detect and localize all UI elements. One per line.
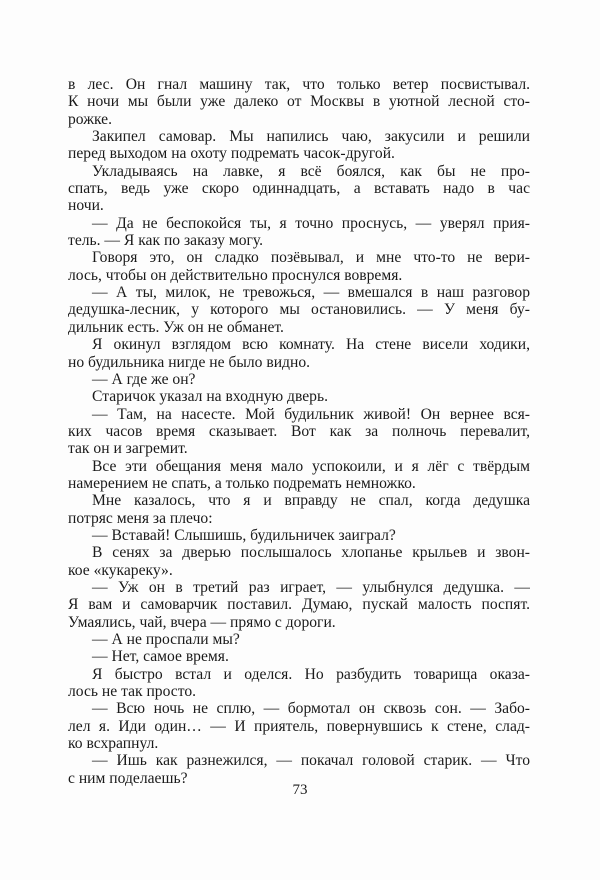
text-line: с ним поделаешь?	[68, 769, 188, 787]
text-line: рожке.	[68, 110, 112, 128]
text-line: ко всхрапнул.	[68, 735, 159, 753]
text-line: дедушка-лесник, у которого мы остановились. — У меня бу-	[68, 301, 530, 319]
text-line: — Нет, самое время.	[92, 648, 229, 666]
text-line: тель. — Я как по заказу могу.	[68, 232, 264, 250]
text-line: Говоря это, он сладко позёвывал, и мне что-то не вери-	[92, 249, 530, 267]
text-line: — Всю ночь не сплю, — бормотал он сквозь сон. — Забо-	[92, 700, 530, 718]
text-line: лось не так просто.	[68, 683, 197, 701]
text-line: дильник есть. Уж он не обманет.	[68, 318, 284, 336]
text-line: перед выходом на охоту подремать часок-другой.	[68, 145, 395, 163]
text-line: но будильника нигде не было видно.	[68, 353, 311, 371]
text-line: лел я. Иди один… — И приятель, повернувшись к стене, слад-	[68, 717, 530, 735]
text-line: спать, ведь уже скоро одиннадцать, а вставать надо в час	[68, 180, 530, 198]
text-line: Все эти обещания меня мало успокоили, и я лёг с твёрдым	[92, 457, 530, 475]
text-line: Я окинул взглядом всю комнату. На стене висели ходики,	[92, 336, 530, 354]
text-line: — Вставай! Слышишь, будильничек заиграл?	[92, 526, 396, 544]
text-line: потряс меня за плечо:	[68, 509, 213, 527]
body-text	[68, 76, 530, 787]
text-line: Умаялись, чай, вчера — прямо с дороги.	[68, 613, 336, 631]
text-line: Я вам и самоварчик поставил. Думаю, пускай малость поспят.	[68, 596, 530, 614]
text-line: Укладываясь на лавке, я всё боялся, как бы не про-	[92, 162, 530, 180]
text-line: В сенях за дверью послышалось хлопанье крыльев и звон-	[92, 544, 530, 562]
text-line: Старичок указал на входную дверь.	[92, 388, 328, 406]
text-line: К ночи мы были уже далеко от Москвы в уютной лесной сто-	[68, 93, 530, 111]
page-number: 73	[292, 782, 308, 798]
text-line: — А ты, милок, не тревожься, — вмешался в наш разговор	[92, 284, 530, 302]
text-line: кое «кукареку».	[68, 561, 173, 579]
text-line: Закипел самовар. Мы напились чаю, закусили и решили	[92, 128, 530, 146]
text-line: ночи.	[68, 197, 104, 215]
text-line: — А не проспали мы?	[92, 631, 240, 648]
text-line: ких часов время сказывает. Вот как за полночь перевалит,	[68, 422, 530, 440]
text-line: в лес. Он гнал машину так, что только ветер посвистывал.	[68, 76, 530, 93]
text-line: лось, чтобы он действительно проснулся вовремя.	[68, 266, 403, 284]
text-line: Я быстро встал и оделся. Но разбудить товарища оказа-	[92, 665, 530, 683]
text-line: — А где же он?	[92, 370, 196, 388]
text-line: — Уж он в третий раз играет, — улыбнулся дедушка. —	[92, 578, 530, 596]
text-line: — Там, на насесте. Мой будильник живой! Он вернее вся-	[92, 405, 530, 423]
text-line: Мне казалось, что я и вправду не спал, когда дедушка	[92, 492, 530, 510]
text-line: — Ишь как разнежился, — покачал головой старик. — Что	[92, 752, 530, 770]
text-line: намерением не спать, а только подремать немножко.	[68, 474, 416, 492]
text-line: — Да не беспокойся ты, я точно проснусь, — уверял прия-	[92, 214, 530, 232]
text-line: так он и загремит.	[68, 440, 188, 458]
